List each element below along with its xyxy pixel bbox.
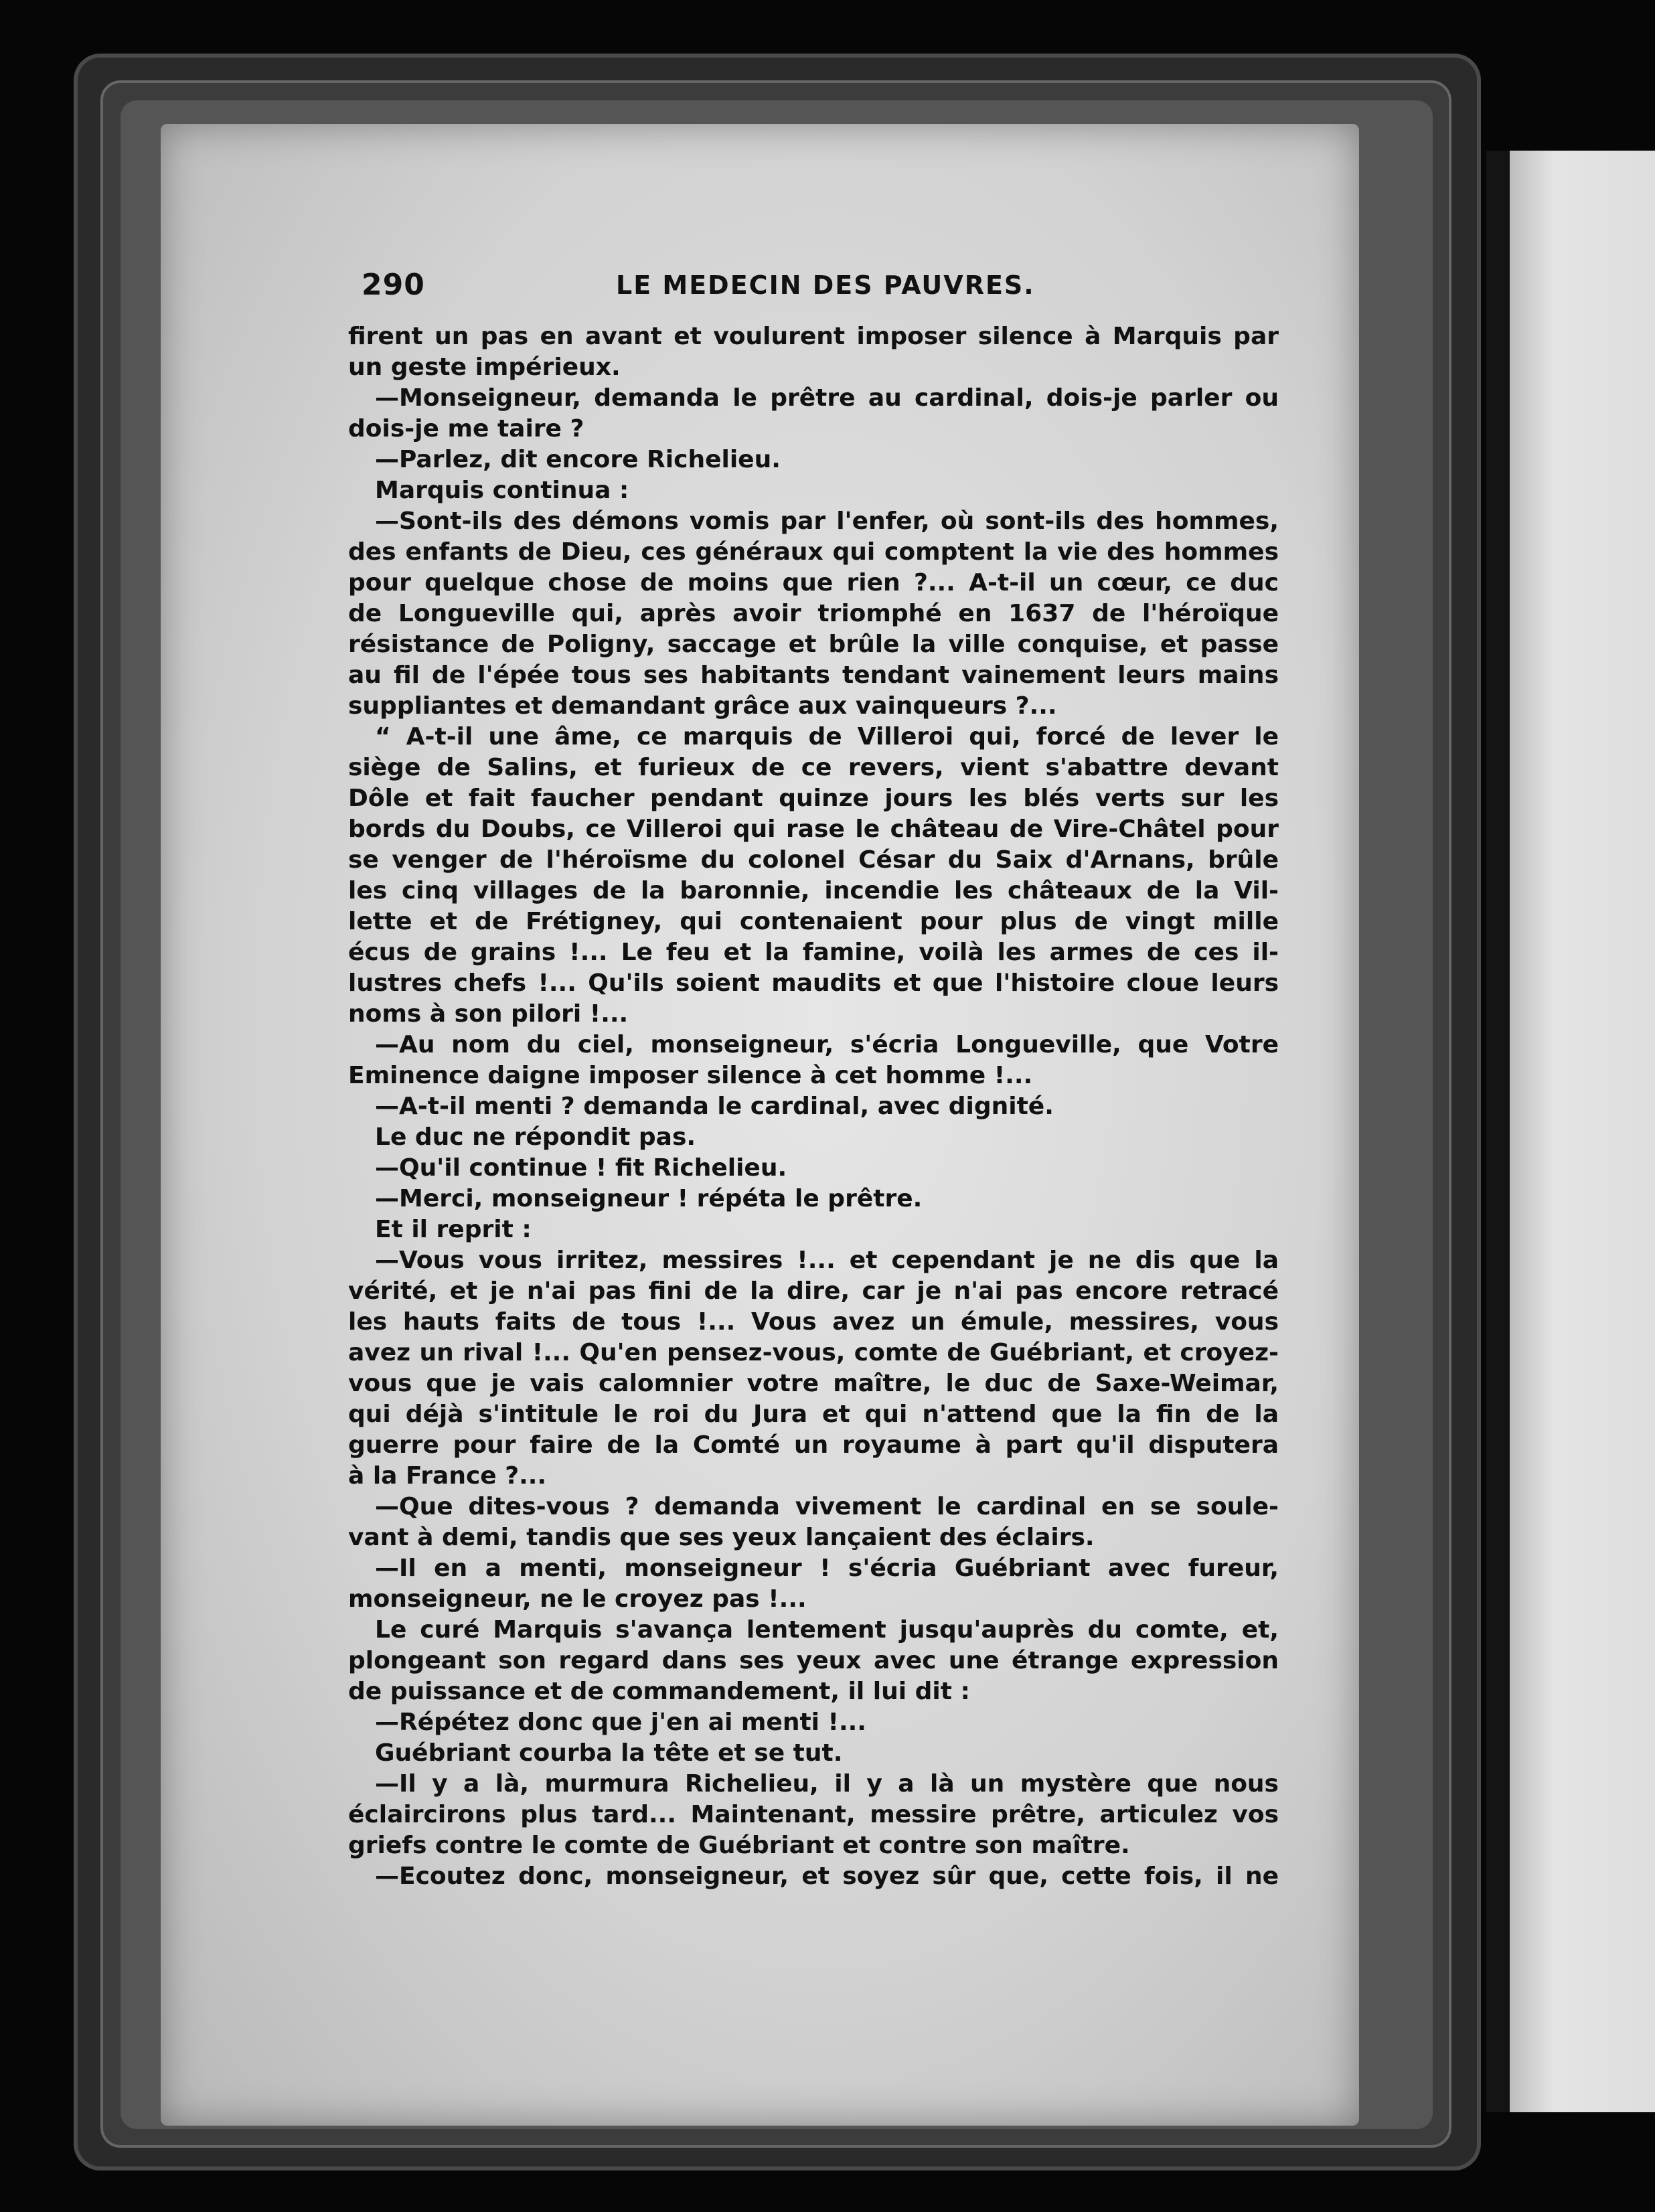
text-line: —Que dites-vous ? demanda vivement le cardinal en se soule- (375, 1493, 1279, 1520)
text-line: griefs contre le comte de Guébriant et contre son maître. (348, 1832, 1130, 1859)
text-line: lette et de Frétigney, qui contenaient pour plus de vingt mille (348, 908, 1279, 935)
text-line: plongeant son regard dans ses yeux avec une étrange expression (348, 1647, 1279, 1674)
text-line: éclaircirons plus tard... Maintenant, messire prêtre, articulez vos (348, 1801, 1279, 1828)
page-header (362, 268, 1272, 308)
text-line: vant à demi, tandis que ses yeux lançaient des éclairs. (348, 1524, 1095, 1551)
text-line: bords du Doubs, ce Villeroi qui rase le château de Vire-Châtel pour (348, 815, 1279, 843)
text-line: dois-je me taire ? (348, 415, 584, 443)
text-line: “ A-t-il une âme, ce marquis de Villeroi qui, forcé de lever le (375, 723, 1279, 750)
text-line: Et il reprit : (375, 1216, 532, 1243)
running-title: LE MEDECIN DES PAUVRES. (616, 270, 1035, 300)
text-line: —A-t-il menti ? demanda le cardinal, avec dignité. (375, 1093, 1054, 1120)
text-line: —Au nom du ciel, monseigneur, s'écria Longueville, que Votre (375, 1031, 1279, 1058)
text-line: suppliantes et demandant grâce aux vainqueurs ?... (348, 692, 1057, 720)
text-line: —Qu'il continue ! fit Richelieu. (375, 1154, 787, 1182)
text-line: Le curé Marquis s'avança lentement jusqu'auprès du comte, et, (375, 1616, 1279, 1644)
text-line: firent un pas en avant et voulurent imposer silence à Marquis par (348, 323, 1279, 350)
gutter-shadow (1486, 151, 1510, 2112)
text-line: à la France ?... (348, 1462, 547, 1490)
text-line: siège de Salins, et furieux de ce revers, vient s'abattre devant (348, 754, 1279, 781)
text-line: qui déjà s'intitule le roi du Jura et qui n'attend que la fin de la (348, 1401, 1279, 1428)
text-line: Guébriant courba la tête et se tut. (375, 1739, 843, 1767)
text-line: les hauts faits de tous !... Vous avez un émule, messires, vous (348, 1308, 1279, 1336)
facing-page-edge (1510, 151, 1655, 2112)
text-line: Dôle et fait faucher pendant quinze jours les blés verts sur les (348, 785, 1279, 812)
text-line: un geste impérieux. (348, 353, 621, 381)
text-line: de puissance et de commandement, il lui dit : (348, 1678, 970, 1705)
text-line: au fil de l'épée tous ses habitants tendant vainement leurs mains (348, 661, 1279, 689)
text-line: Eminence daigne imposer silence à cet homme !... (348, 1062, 1033, 1089)
text-line: de Longueville qui, après avoir triomphé en 1637 de l'héroïque (348, 600, 1279, 627)
text-line: —Il en a menti, monseigneur ! s'écria Guébriant avec fureur, (375, 1555, 1279, 1582)
text-line: pour quelque chose de moins que rien ?... A-t-il un cœur, ce duc (348, 569, 1279, 597)
text-line: écus de grains !... Le feu et la famine, voilà les armes de ces il- (348, 939, 1279, 966)
text-line: des enfants de Dieu, ces généraux qui comptent la vie des hommes (348, 538, 1279, 566)
text-line: —Monseigneur, demanda le prêtre au cardinal, dois-je parler ou (375, 384, 1279, 412)
text-line: se venger de l'héroïsme du colonel César du Saix d'Arnans, brûle (348, 846, 1279, 874)
text-line: monseigneur, ne le croyez pas !... (348, 1585, 807, 1613)
text-line: —Sont-ils des démons vomis par l'enfer, où sont-ils des hommes, (375, 507, 1279, 535)
text-line: —Répétez donc que j'en ai menti !... (375, 1709, 866, 1736)
text-line: Le duc ne répondit pas. (375, 1123, 696, 1151)
text-line: Marquis continua : (375, 477, 629, 504)
text-line: les cinq villages de la baronnie, incendie les châteaux de la Vil- (348, 877, 1279, 904)
text-line: lustres chefs !... Qu'ils soient maudits et que l'histoire cloue leurs (348, 969, 1279, 997)
text-line: —Ecoutez donc, monseigneur, et soyez sûr que, cette fois, il ne (375, 1863, 1279, 1890)
text-line: —Vous vous irritez, messires !... et cependant je ne dis que la (375, 1247, 1279, 1274)
text-line: —Parlez, dit encore Richelieu. (375, 446, 781, 473)
text-line: noms à son pilori !... (348, 1000, 629, 1028)
text-line: résistance de Poligny, saccage et brûle la ville conquise, et passe (348, 631, 1279, 658)
text-line: guerre pour faire de la Comté un royaume à part qu'il disputera (348, 1431, 1279, 1459)
text-line: vous que je vais calomnier votre maître, le duc de Saxe-Weimar, (348, 1370, 1279, 1397)
text-line: —Merci, monseigneur ! répéta le prêtre. (375, 1185, 923, 1212)
page-number: 290 (362, 268, 425, 302)
text-line: vérité, et je n'ai pas fini de la dire, car je n'ai pas encore retracé (348, 1277, 1279, 1305)
text-line: avez un rival !... Qu'en pensez-vous, comte de Guébriant, et croyez- (348, 1339, 1279, 1366)
text-line: —Il y a là, murmura Richelieu, il y a là un mystère que nous (375, 1770, 1279, 1798)
body-text (348, 321, 1279, 1892)
